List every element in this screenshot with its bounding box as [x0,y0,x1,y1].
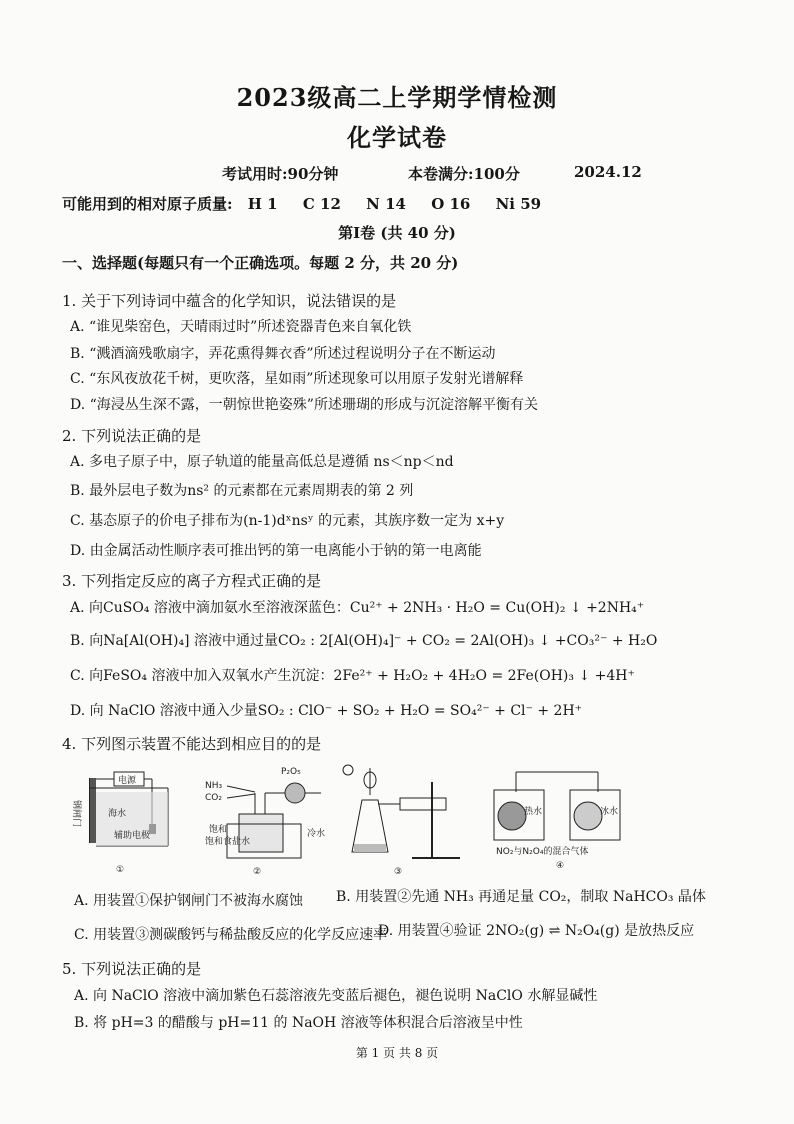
question-3-option-d: D. 向 NaClO 溶液中通入少量SO₂ : ClO⁻ + SO₂ + H₂O = SO₄²⁻ + Cl⁻ + 2H⁺ [70,703,583,719]
figure-2-number: ② [253,867,262,877]
auxiliary-electrode-label: 辅助电极 [114,831,151,841]
atomic-mass-c: C 12 [302,195,341,213]
apparatus-2-figure [203,762,328,878]
exam-subject: 化学试卷 [347,123,447,152]
question-1-option-a: A. “谁见柴窑色，天晴雨过时”所述瓷器青色来自氧化铁 [70,319,412,335]
gas-mixture-label: NO₂与N₂O₄的混合气体 [496,847,589,857]
question-1-option-b: B. “溅酒滴残歌扇字，弄花熏得舞衣香”所述过程说明分子在不断运动 [70,346,496,362]
volume-heading: 第Ⅰ卷 (共 40 分) [338,224,456,242]
ice-water-label: 冰水 [600,807,619,817]
seawater-label: 海水 [108,809,127,819]
question-3-stem: 3. 下列指定反应的离子方程式正确的是 [62,572,322,590]
question-4-option-c: C. 用装置③测碳酸钙与稀盐酸反应的化学反应速率 [74,927,388,943]
atomic-mass-n: N 14 [366,195,406,213]
question-5-option-b: B. 将 pH=3 的醋酸与 pH=11 的 NaOH 溶液等体积混合后溶液呈中性 [74,1015,523,1031]
p2o5-label: P₂O₅ [281,767,301,777]
exam-date: 2024.12 [574,163,642,181]
question-3-option-a: A. 向CuSO₄ 溶液中滴加氨水至溶液深蓝色：Cu²⁺ + 2NH₃ · H₂O = Cu(OH)₂ ↓ +2NH₄⁺ [70,600,645,616]
question-3-option-b: B. 向Na[Al(OH)₄] 溶液中通过量CO₂ : 2[Al(OH)₄]⁻ + CO₂ = 2Al(OH)₃ ↓ +CO₃²⁻ + H₂O [70,633,658,649]
apparatus-4-figure [488,762,638,878]
atomic-mass-label: 可能用到的相对原子质量: [62,195,233,213]
atomic-mass-line [62,193,541,214]
question-2-option-a: A. 多电子原子中，原子轨道的能量高低总是遵循 ns＜np＜nd [70,454,454,470]
full-score: 本卷满分:100分 [408,165,520,183]
power-supply-label: 电源 [118,776,137,786]
question-1-stem: 1. 关于下列诗词中蕴含的化学知识，说法错误的是 [62,292,397,310]
time-limit: 考试用时:90分钟 [222,165,339,183]
question-4-stem: 4. 下列图示装置不能达到相应目的的是 [62,735,322,753]
steel-gate-label: 钢闸门 [71,800,81,828]
page-footer: 第 1 页 共 8 页 [355,1046,439,1060]
question-1-option-d: D. “海浸丛生深不露，一朝惊世艳姿殊”所述珊瑚的形成与沉淀溶解平衡有关 [70,397,538,413]
question-4-option-d: D. 用装置④验证 2NO₂(g) ⇌ N₂O₄(g) 是放热反应 [378,923,695,939]
atomic-mass-h: H 1 [247,195,278,213]
question-2-option-d: D. 由金属活动性顺序表可推出钙的第一电离能小于钠的第一电离能 [70,543,482,559]
question-2-option-b: B. 最外层电子数为ns² 的元素都在元素周期表的第 2 列 [70,483,414,499]
question-4-option-b: B. 用装置②先通 NH₃ 再通足量 CO₂，制取 NaHCO₃ 晶体 [336,889,706,905]
hot-water-label: 热水 [524,807,543,817]
atomic-mass-o: O 16 [431,195,471,213]
cold-water-label: 冷水 [307,829,326,839]
question-5-stem: 5. 下列说法正确的是 [62,960,202,978]
brine-label-1: 饱和 [209,825,228,835]
apparatus-1-figure [68,768,180,878]
question-3-option-c: C. 向FeSO₄ 溶液中加入双氧水产生沉淀：2Fe²⁺ + H₂O₂ + 4H₂O = 2Fe(OH)₃ ↓ +4H⁺ [70,668,635,684]
question-2-stem: 2. 下列说法正确的是 [62,427,202,445]
stopwatch-icon [343,765,353,775]
question-5-option-a: A. 向 NaClO 溶液中滴加紫色石蕊溶液先变蓝后褪色，褪色说明 NaClO 水解显碱性 [74,988,598,1004]
atomic-mass-ni: Ni 59 [495,195,542,213]
co2-label: CO₂ [205,793,222,803]
figure-1-number: ① [116,865,125,875]
exam-title: 2023级高二上学期学情检测 [236,83,558,112]
brine-label: 饱和食盐水 [205,837,251,847]
question-1-option-c: C. “东风夜放花千树，更吹落，星如雨”所述现象可以用原子发射光谱解释 [70,371,524,387]
figure-4-number: ④ [556,861,565,871]
question-4-option-a: A. 用装置①保护钢闸门不被海水腐蚀 [74,893,304,909]
figure-3-number: ③ [394,867,403,877]
section-heading: 一、选择题(每题只有一个正确选项。每题 2 分，共 20 分) [62,254,459,272]
apparatus-3-figure [340,760,470,878]
nh3-label: NH₃ [205,781,223,791]
question-2-option-c: C. 基态原子的价电子排布为(n-1)dˣnsʸ 的元素，其族序数一定为 x+y [70,513,505,529]
